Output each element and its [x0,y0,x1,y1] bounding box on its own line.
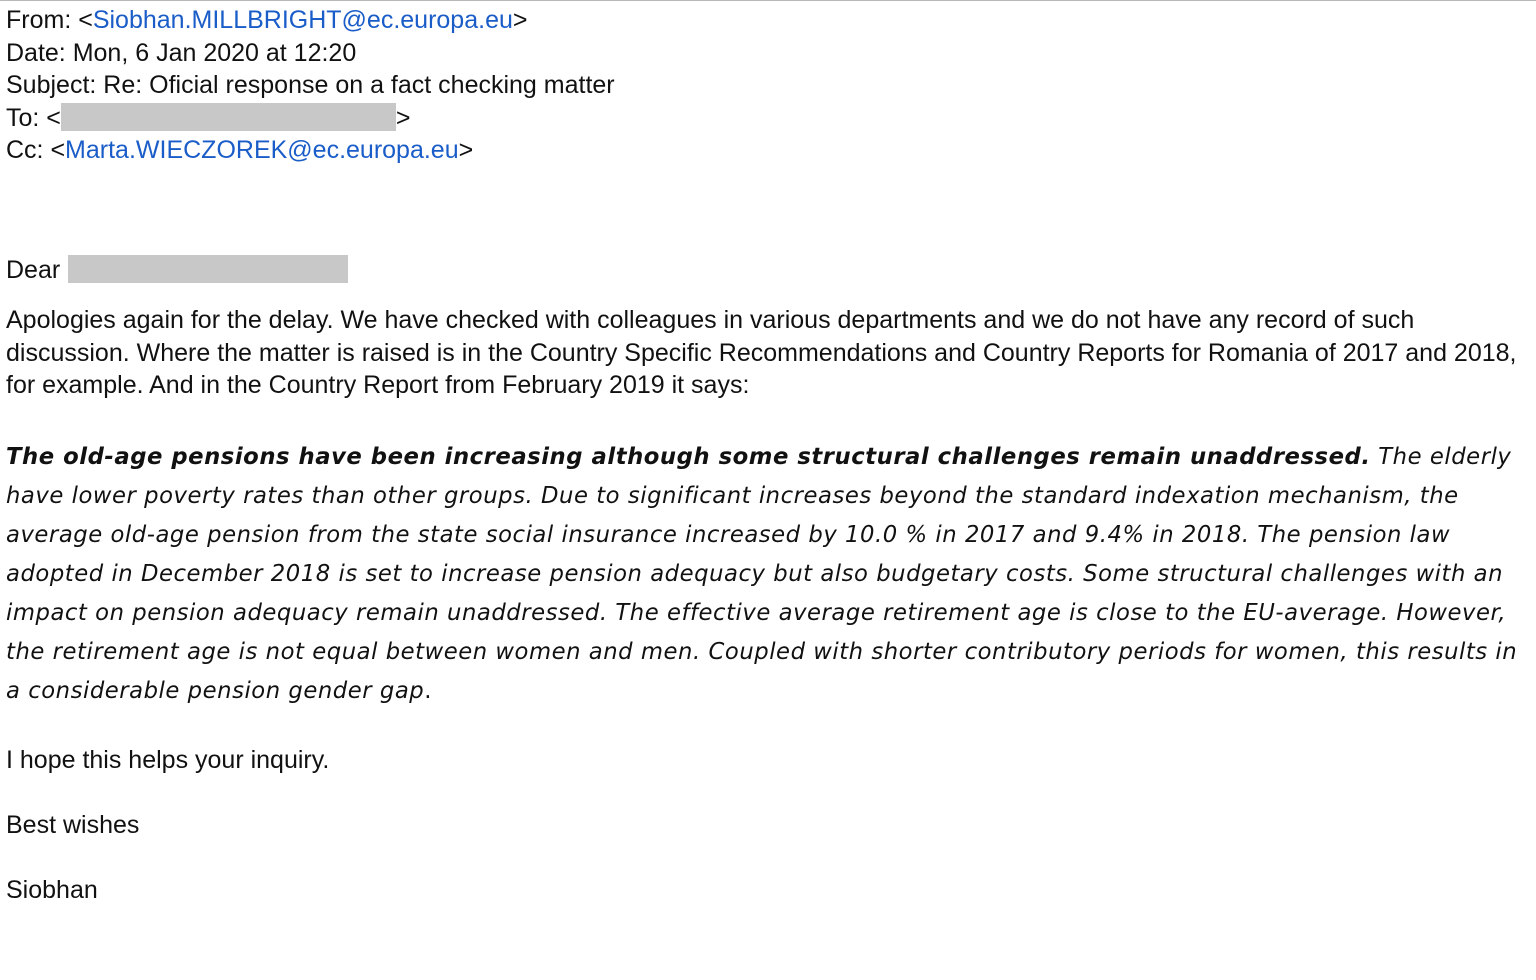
cc-header [6,134,1530,167]
to-label: To: < [6,103,61,132]
signoff-line: Best wishes [6,810,140,839]
intro-paragraph: Apologies again for the delay. We have checked with colleagues in various departments and we do not have any record of such discussion. Where the matter is raised is in the Country Specific Recommendations and Country Reports for Romania of 2017 and 2018, for example. And in the Country Report from February 2019 it says: [6,305,1517,400]
from-close: > [512,6,528,34]
signature-name: Siobhan [6,875,98,904]
email-body [6,254,1530,907]
quote-text: The elderly have lower poverty rates than other groups. Due to significant increases beyond the standard indexation mechanism, the average old-age pension from the state social insurance increased by 10.0 % in 2017 and 9.4% in 2018. The pension law adopted in December 2018 is set to increase pension adequacy but also budgetary costs. Some structural challenges with an impact on pension adequacy remain unaddressed. The effective average retirement age is close to the EU-average. However, the retirement age is not equal between women and men. Coupled with shorter contributory periods for women, this results in a considerable pension gender gap [6,444,1518,705]
cc-label: Cc: < [6,136,66,165]
recipient-redaction [68,255,348,283]
subject-header: Subject: Re: Oficial response on a fact checking matter [6,71,615,100]
email-headers [6,1,1530,167]
from-header [6,4,1530,37]
quote-end: . [424,678,433,705]
greeting-text: Dear [6,255,61,284]
closing-line: I hope this helps your inquiry. [6,746,330,775]
cc-address-link[interactable]: Marta.WIECZOREK@ec.europa.eu [65,136,459,165]
cc-close: > [458,136,474,165]
to-header [6,102,1530,135]
quoted-report [6,438,1530,711]
quote-heading: The old-age pensions have been increasing although some structural challenges remain unaddressed. [6,444,1371,471]
date-header: Date: Mon, 6 Jan 2020 at 12:20 [6,38,357,67]
to-close: > [395,103,411,132]
from-label: From: < [6,6,93,34]
greeting-line [6,254,1530,287]
to-redaction [61,103,396,131]
from-address-link[interactable]: Siobhan.MILLBRIGHT@ec.europa.eu [92,6,513,34]
